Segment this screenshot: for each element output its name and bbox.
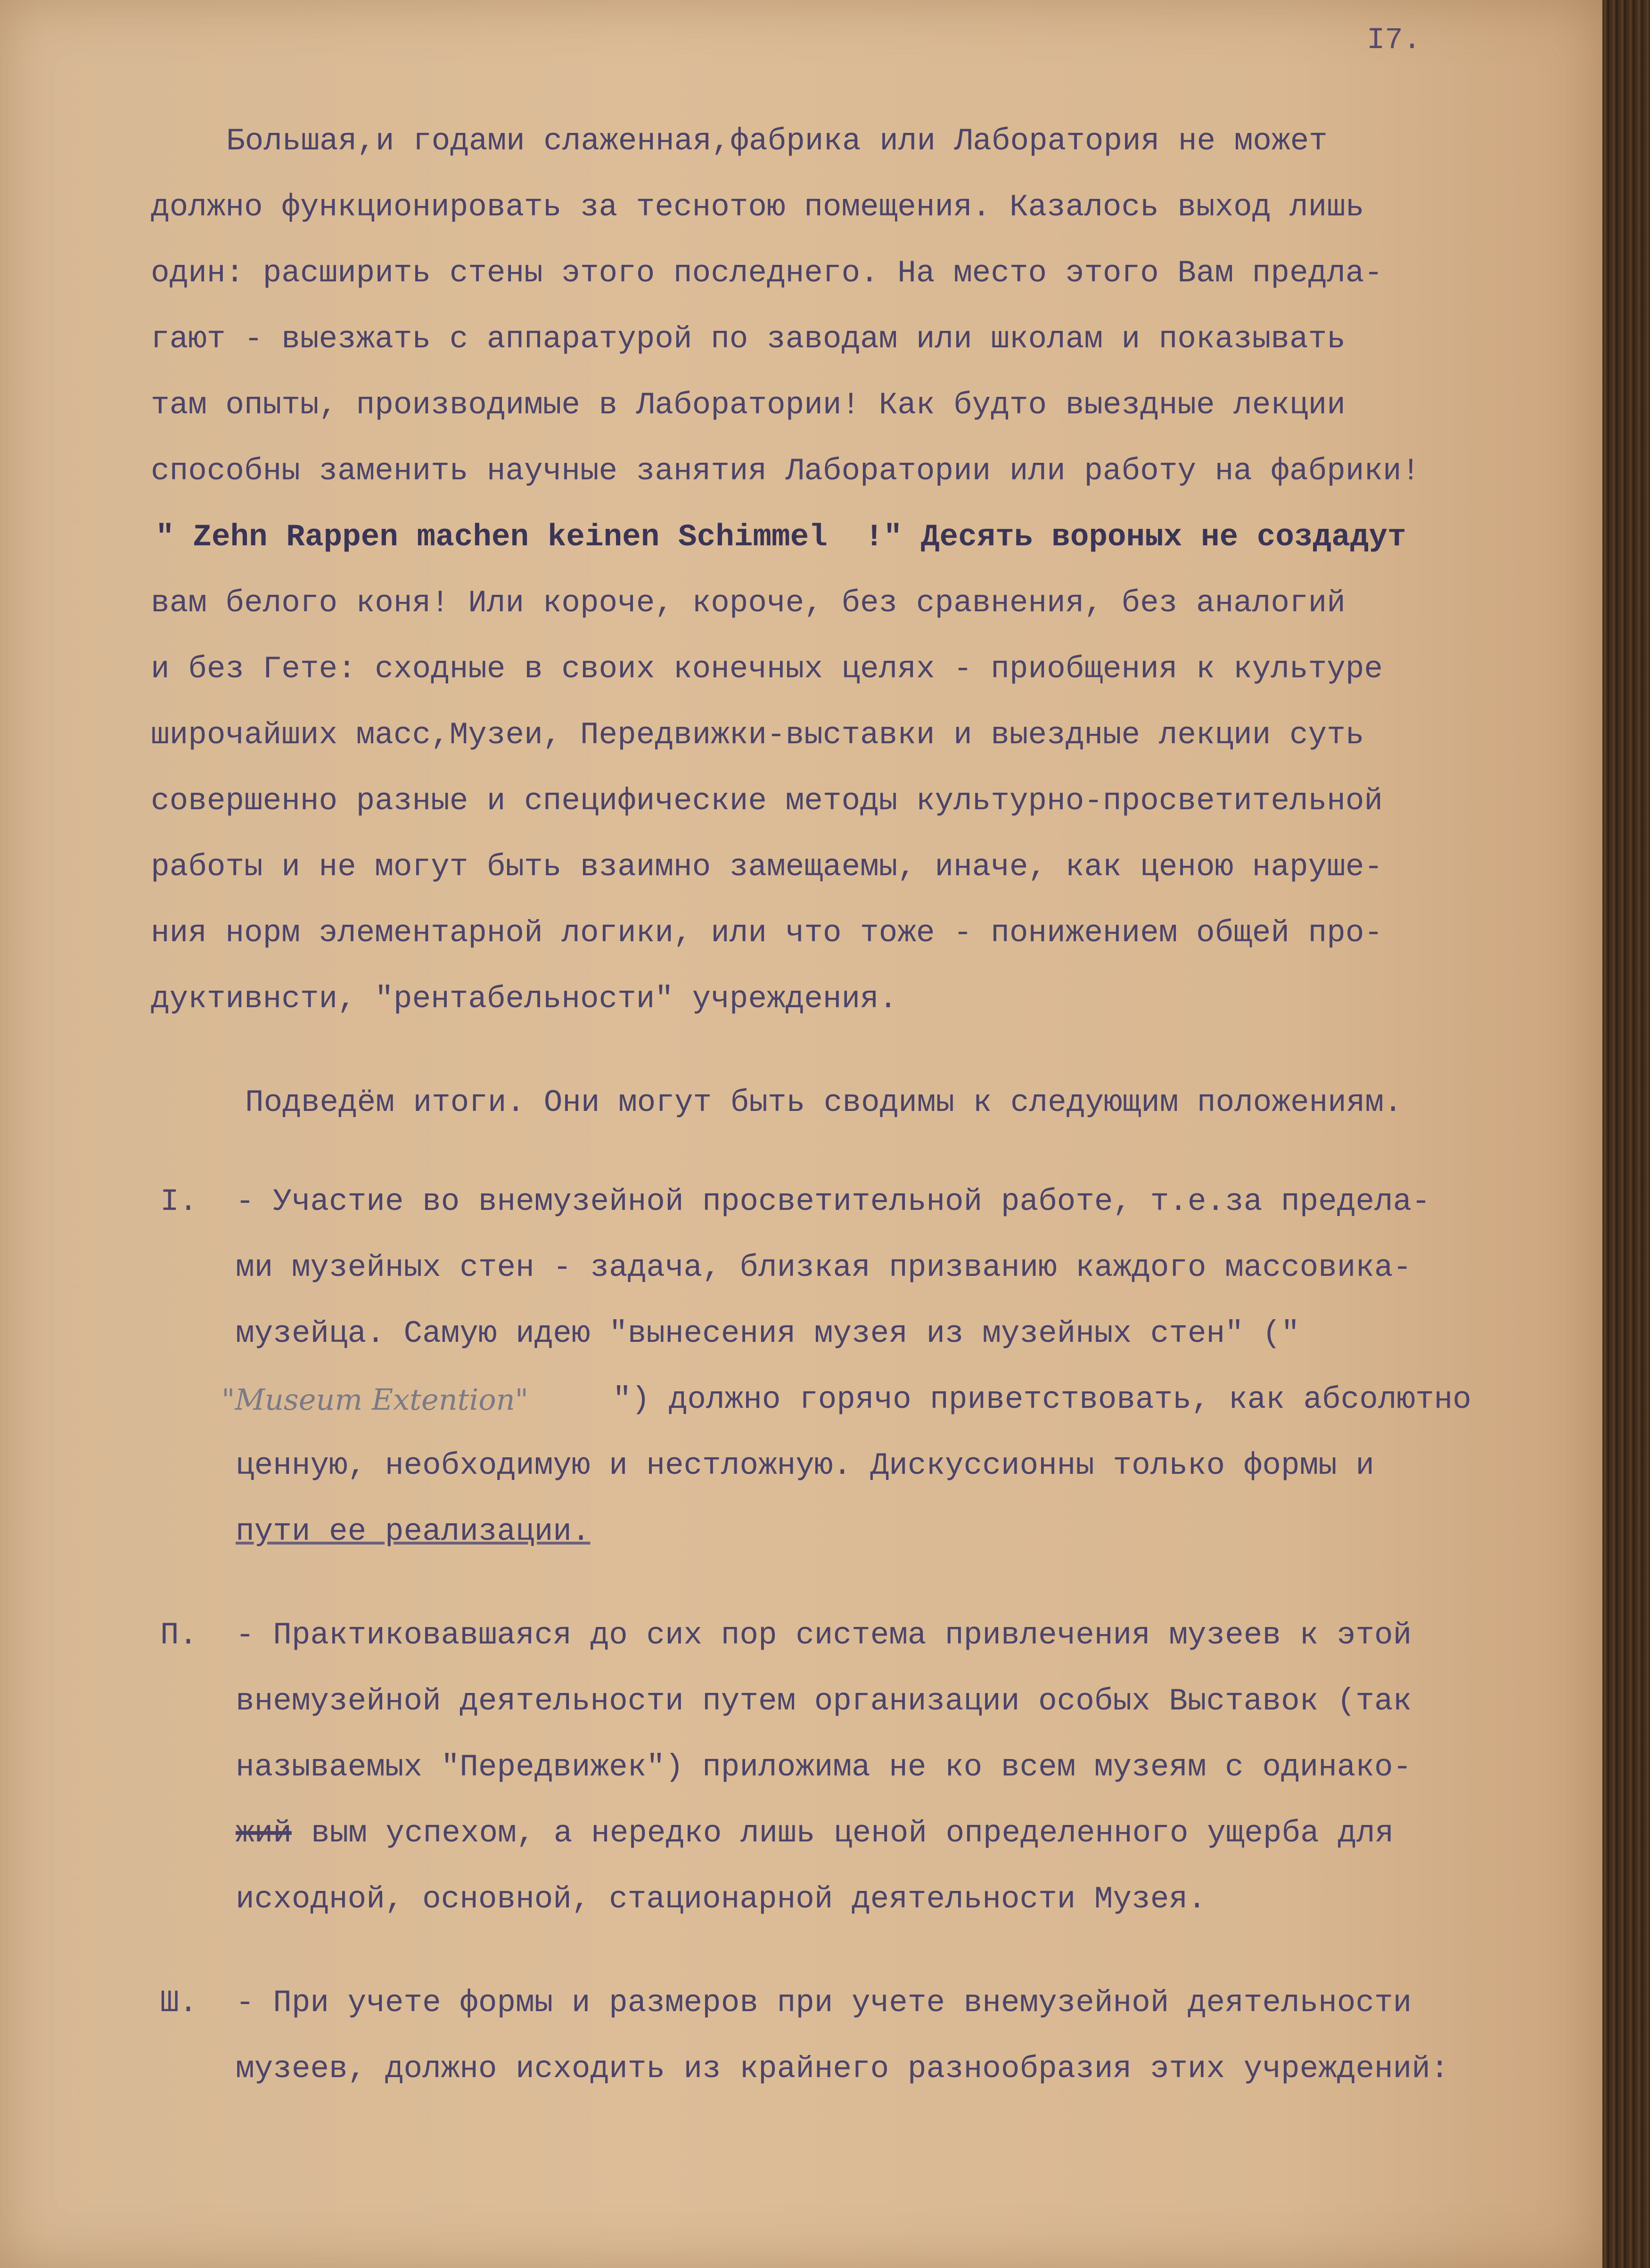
text-line: - Практиковавшаяся до сих пор система привлечения музеев к этой	[236, 1618, 1412, 1653]
text-line: музейца. Самую идею "вынесения музея из музейных стен" ("	[236, 1316, 1300, 1351]
text-line: один: расширить стены этого последнего. На место этого Вам предла-	[151, 255, 1383, 291]
list-marker: I.	[160, 1184, 198, 1219]
text-line: гают - выезжать с аппаратурой по заводам или школам и показывать	[151, 321, 1346, 357]
text-line: и без Гете: сходные в своих конечных целях - приобщения к культуре	[151, 651, 1383, 687]
text-line: пути ее реализации.	[236, 1514, 591, 1549]
list-marker: П.	[160, 1618, 198, 1653]
handwritten-annotation: "Museum Extention"	[222, 1382, 529, 1417]
text-line: вам белого коня! Или короче, короче, без сравнения, без аналогий	[151, 585, 1346, 621]
text-line: Большая,и годами слаженная,фабрика или Лаборатория не может	[226, 123, 1328, 159]
text-line: ния норм элементарной логики, или что тоже - понижением общей про-	[151, 915, 1383, 951]
text-line: ценную, необходимую и нестложную. Дискуссионны только формы и	[236, 1448, 1374, 1483]
text-line: - Участие во внемузейной просветительной работе, т.е.за предела-	[236, 1184, 1430, 1219]
text-line: там опыты, производимые в Лаборатории! Как будто выездные лекции	[151, 387, 1346, 423]
list-marker: Ш.	[160, 1985, 198, 2021]
text-line: ми музейных стен - задача, близкая призванию каждого массовика-	[236, 1250, 1412, 1285]
text-line: работы и не могут быть взаимно замещаемы, иначе, как ценою наруше-	[151, 849, 1383, 885]
text-line: дуктивнсти, "рентабельности" учреждения.	[151, 981, 898, 1017]
page-number: I7.	[1367, 24, 1421, 58]
text-line: " Zehn Rappen machen keinen Schimmel !" Десять вороных не создадут	[156, 519, 1406, 555]
text-line: ") должно горячо приветствовать, как абсолютно	[613, 1382, 1471, 1417]
text-line: должно функционировать за теснотою помещения. Казалось выход лишь	[151, 189, 1364, 225]
text-line: способны заменить научные занятия Лаборатории или работу на фабрики!	[151, 453, 1420, 489]
text-line: исходной, основной, стационарной деятельности Музея.	[236, 1882, 1207, 1917]
text-line: - При учете формы и размеров при учете внемузейной деятельности	[236, 1985, 1412, 2021]
text-line: внемузейной деятельности путем организации особых Выставок (так	[236, 1684, 1412, 1719]
text-line: музеев, должно исходить из крайнего разнообразия этих учреждений:	[236, 2051, 1449, 2087]
text-line: называемых "Передвижек") приложима не ко всем музеям с одинако-	[236, 1750, 1412, 1785]
text-line: совершенно разные и специфические методы культурно-просветительной	[151, 783, 1383, 819]
struck-text: жий	[236, 1816, 292, 1851]
text-line: Подведём итоги. Они могут быть сводимы к следующим положениям.	[245, 1085, 1403, 1120]
text-line: вым успехом, а нередко лишь ценой определенного ущерба для	[311, 1816, 1394, 1851]
page-stack-edge	[1602, 0, 1650, 2268]
text-line: широчайших масс,Музеи, Передвижки-выставки и выездные лекции суть	[151, 717, 1364, 753]
